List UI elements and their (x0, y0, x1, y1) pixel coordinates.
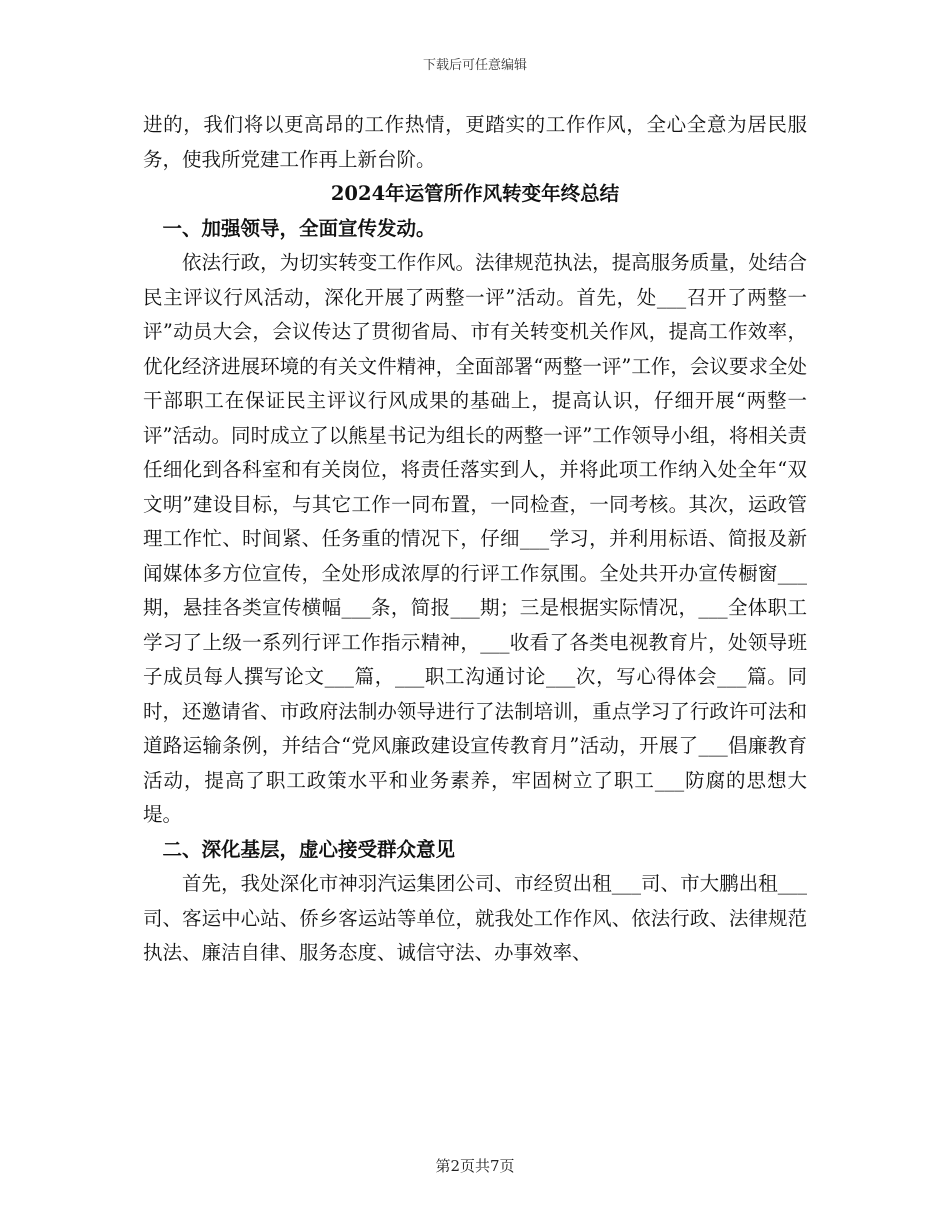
page-indicator: 第2页共7页 (435, 1157, 515, 1175)
section-paragraph-2: 首先，我处深化市神羽汽运集团公司、市经贸出租___司、市大鹏出租___司、客运中心站、侨乡客运站等单位，就我处工作作风、依法行政、法律规范执法、廉洁自律、服务态度、诚信守法、办事效率、 (143, 872, 807, 964)
header-note: 下载后可任意编辑 (422, 58, 527, 73)
section-heading-2: 二、深化基层，虚心接受群众意见 (162, 837, 456, 861)
document-title: 2024年运管所作风转变年终总结 (330, 182, 620, 205)
continuation-paragraph: 进的，我们将以更高昂的工作热情，更踏实的工作作风，全心全意为居民服务，使我所党建工作再上新台阶。 (143, 113, 807, 171)
section-heading-1: 一、加强领导，全面宣传发动。 (162, 216, 436, 240)
section-paragraph-1: 依法行政，为切实转变工作作风。法律规范执法，提高服务质量，处结合民主评议行风活动，深化开展了两整一评”活动。首先，处___召开了两整一评”动员大会，会议传达了贯彻省局、市有关转变机关作风，提高工作效率，优化经济进展环境的有关文件精神，全面部署“两整一评”工作，会议要求全处干部职工在保证民主评议行风成果的基础上，提高认识，仔细开展“两整一评”活动。同时成立了以熊星书记为组长的两整一评”工作领导小组，将相关责任细化到各科室和有关岗位，将责任落实到人，并将此项工作纳入处全年“双文明”建设目标，与其它工作一同布置，一同检查，一同考核。其次，运政管理工作忙、时间紧、任务重的情况下，仔细___学习，并利用标语、简报及新闻媒体多方位宣传，全处形成浓厚的行评工作氛围。全处共开办宣传橱窗___期，悬挂各类宣传横幅___条，简报___期；三是根据实际情况，___全体职工学习了上级一系列行评工作指示精神，___收看了各类电视教育片，处领导班子成员每人撰写论文___篇，___职工沟通讨论___次，写心得体会___篇。同时，还邀请省、市政府法制办领导进行了法制培训，重点学习了行政许可法和道路运输条例，并结合“党风廉政建设宣传教育月”活动，开展了___倡廉教育活动，提高了职工政策水平和业务素养，牢固树立了职工___防腐的思想大堤。 (143, 251, 807, 826)
document-body (143, 108, 807, 971)
